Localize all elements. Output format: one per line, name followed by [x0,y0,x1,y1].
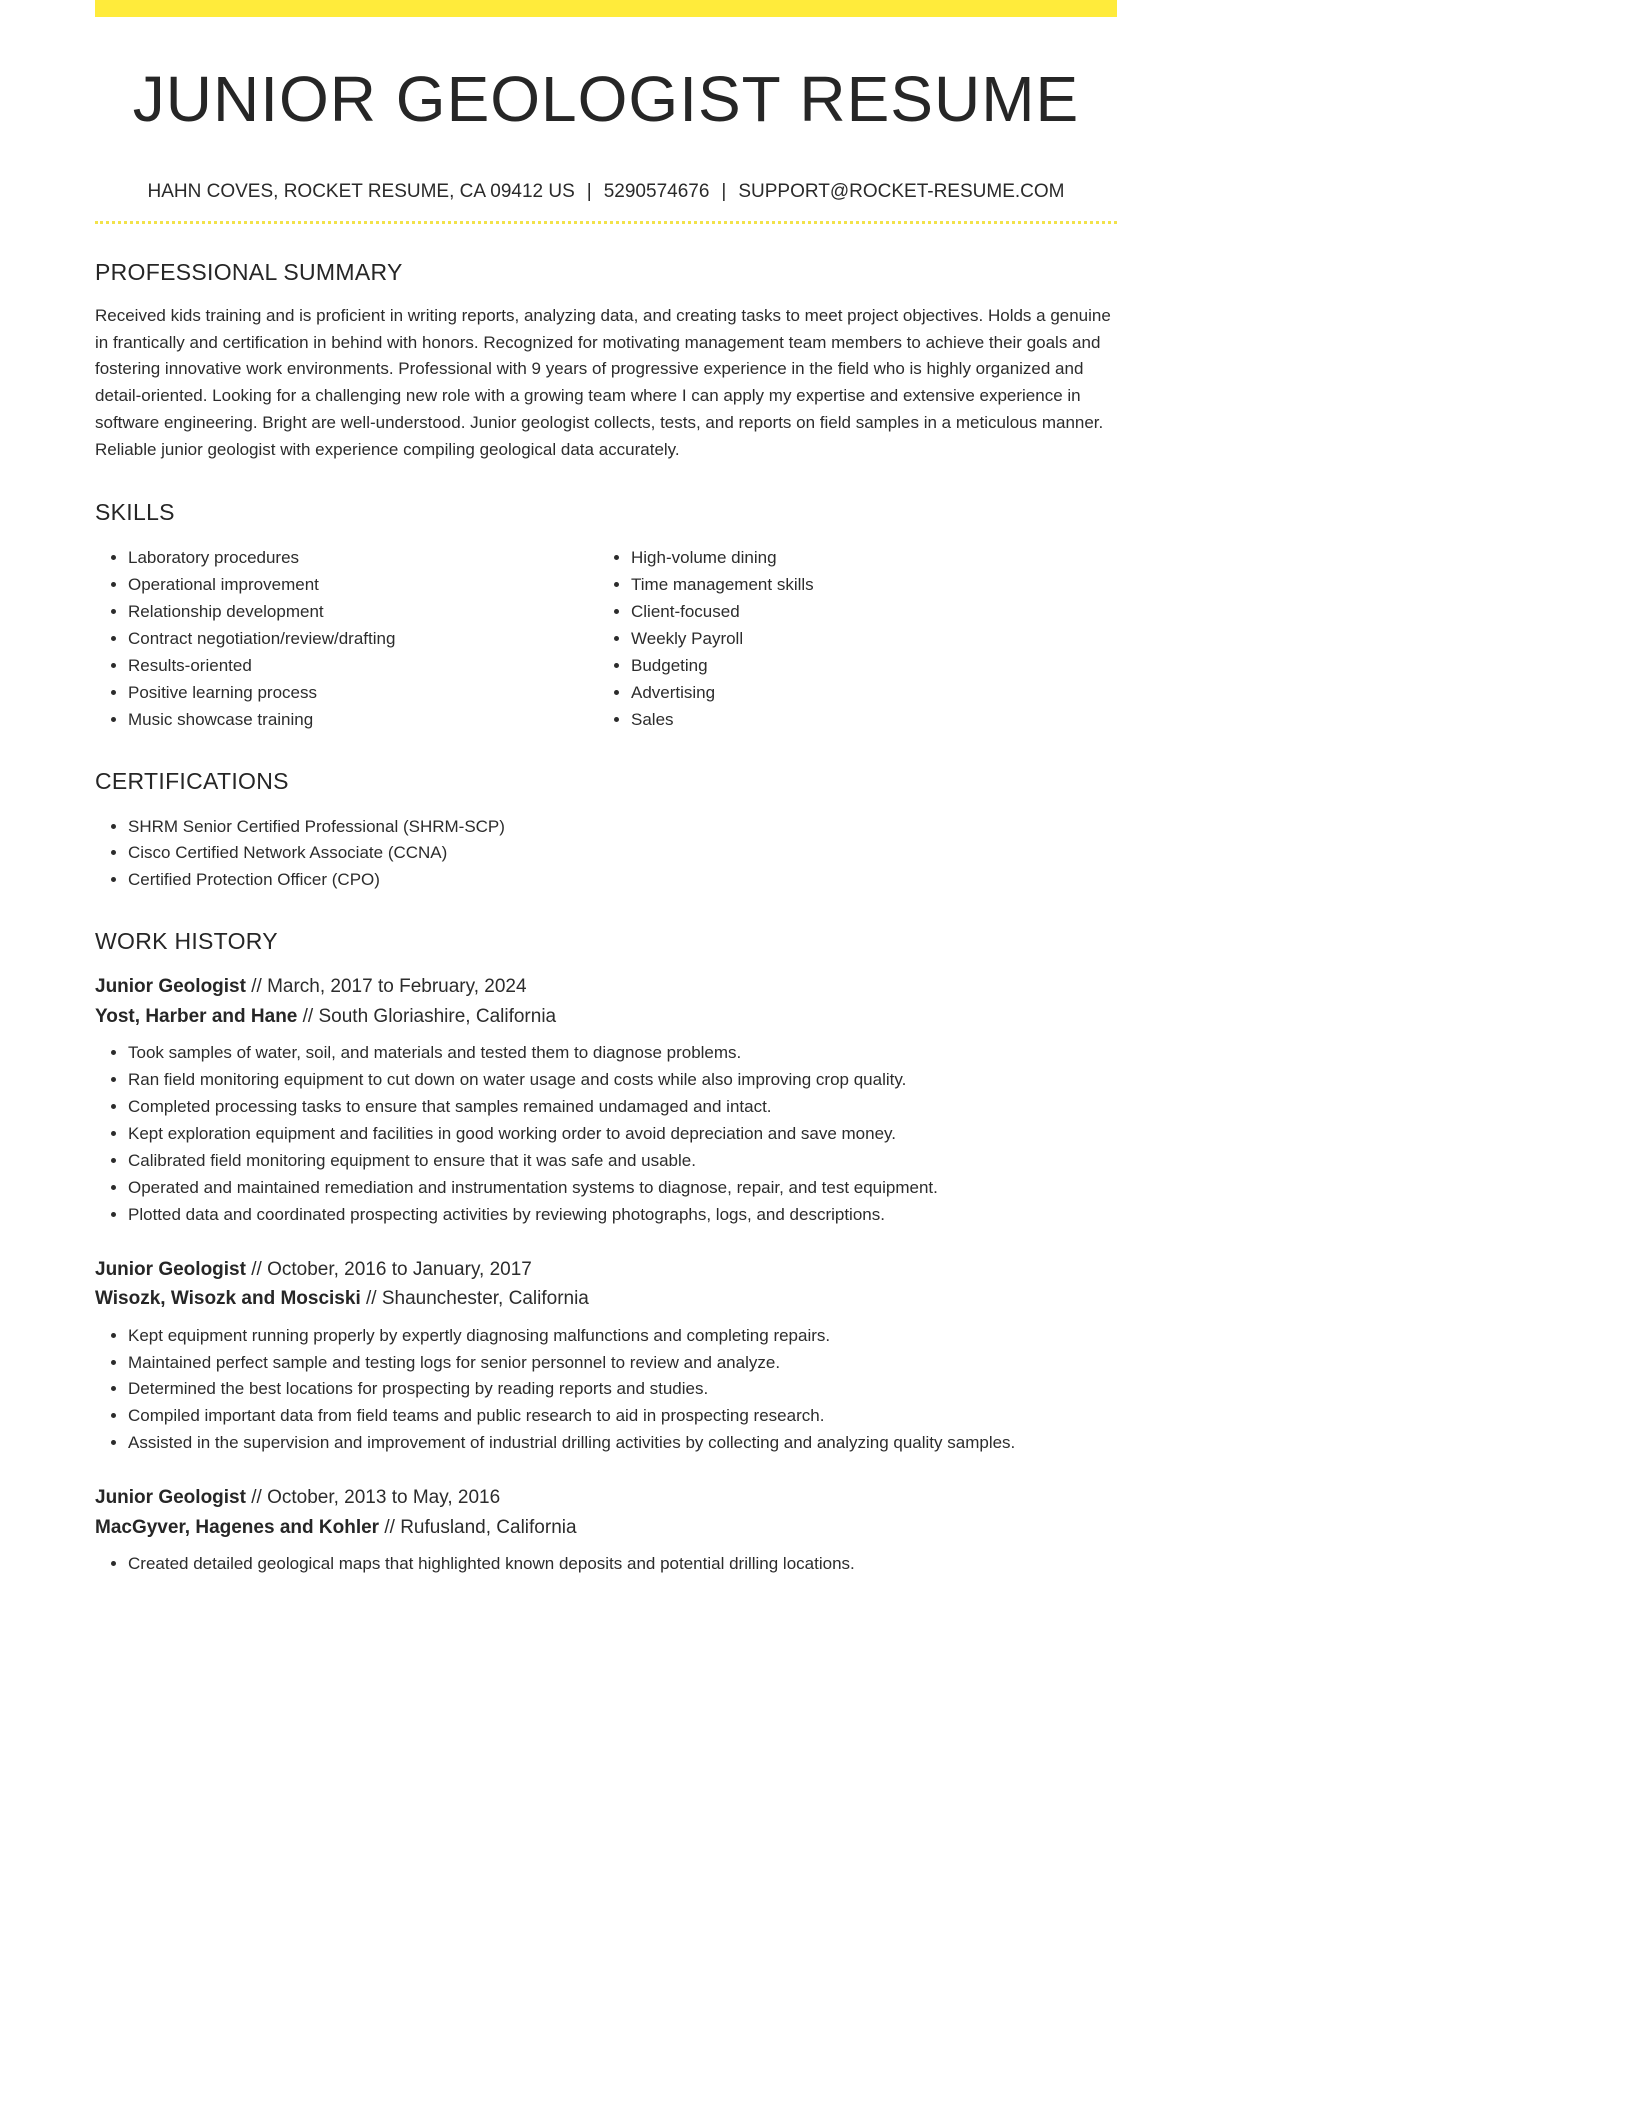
skills-heading: SKILLS [95,499,175,526]
job-dates: October, 2016 to January, 2017 [267,1258,532,1280]
skill-item: • Operational improvement [128,572,598,599]
skill-item: • Positive learning process [128,680,598,707]
contact-line [95,179,1117,205]
contact-phone: 5290574676 [603,181,710,202]
job-bullet: • Created detailed geological maps that highlighted known deposits and potential drilling locations. [128,1551,1117,1578]
skill-item: • Contract negotiation/review/drafting [128,626,598,653]
job-company: Yost, Harber and Hane [95,1005,298,1027]
contact-separator: | [586,181,592,202]
skills-list-right [598,545,1101,733]
job-location: Rufusland, California [400,1516,577,1538]
summary-text: Received kids training and is proficient in writing reports, analyzing data, and creating tasks to meet project objectives. Holds a genuine in frantically and certification in behind with honors. Recognized for motivating management team members to achieve their goals and fostering innovative work environments. Professional with 9 years of progressive experience in the field who is highly organized and detail-oriented. Looking for a challenging new role with a growing team where I can apply my expertise and extensive experience in software engineering. Bright are well-understood. Junior geologist collects, tests, and reports on field samples in a meticulous manner. Reliable junior geologist with experience compiling geological data accurately. [95,306,1111,459]
certifications-list [95,814,1117,895]
job-bullet: • Ran field monitoring equipment to cut down on water usage and costs while also improving crop quality. [128,1067,1117,1094]
job-bullet: • Kept equipment running properly by expertly diagnosing malfunctions and completing repairs. [128,1323,1117,1350]
job-role: Junior Geologist [95,1487,246,1509]
skill-item: • Weekly Payroll [631,626,1101,653]
skill-item: • Sales [631,707,1101,734]
job-location: South Gloriashire, California [318,1005,557,1027]
job-entry [95,1483,1117,1578]
resume-title: JUNIOR GEOLOGIST RESUME [132,63,1080,135]
job-bullets [95,1551,1117,1578]
job-location: Shaunchester, California [381,1288,589,1310]
job-title-line: Junior Geologist // October, 2016 to January, 2017 [95,1258,532,1280]
skill-item: • Results-oriented [128,653,598,680]
skill-item: • Client-focused [631,599,1101,626]
job-company-line: MacGyver, Hagenes and Kohler // Rufusland, California [95,1516,577,1538]
job-bullets [95,1040,1117,1228]
certification-item: • Certified Protection Officer (CPO) [128,867,1117,894]
job-dates: March, 2017 to February, 2024 [267,976,527,998]
accent-bar [95,0,1117,17]
skill-item: • High-volume dining [631,545,1101,572]
skill-item: • Time management skills [631,572,1101,599]
skill-item: • Advertising [631,680,1101,707]
certification-item: • SHRM Senior Certified Professional (SHRM-SCP) [128,814,1117,841]
job-company: Wisozk, Wisozk and Mosciski [95,1288,361,1310]
job-bullets [95,1323,1117,1458]
job-role: Junior Geologist [95,1258,246,1280]
resume-page [95,0,1117,1578]
job-bullet: • Operated and maintained remediation and instrumentation systems to diagnose, repair, and test equipment. [128,1175,1117,1202]
certification-item: • Cisco Certified Network Associate (CCNA) [128,840,1117,867]
job-dates: October, 2013 to May, 2016 [267,1487,501,1509]
skill-item: • Budgeting [631,653,1101,680]
job-company-line: Yost, Harber and Hane // South Gloriashire, California [95,1005,557,1027]
skills-grid [95,545,1117,733]
skill-item: • Music showcase training [128,707,598,734]
job-bullet: • Kept exploration equipment and facilities in good working order to avoid depreciation and save money. [128,1121,1117,1148]
job-bullet: • Maintained perfect sample and testing logs for senior personnel to review and analyze. [128,1350,1117,1377]
job-bullet: • Plotted data and coordinated prospecting activities by reviewing photographs, logs, and descriptions. [128,1202,1117,1229]
job-bullet: • Calibrated field monitoring equipment to ensure that it was safe and usable. [128,1148,1117,1175]
skill-item: • Laboratory procedures [128,545,598,572]
job-bullet: • Completed processing tasks to ensure that samples remained undamaged and intact. [128,1094,1117,1121]
skills-list-left [95,545,598,733]
contact-separator: | [721,181,727,202]
dotted-divider [95,221,1117,224]
job-company: MacGyver, Hagenes and Kohler [95,1516,380,1538]
job-bullet: • Assisted in the supervision and improvement of industrial drilling activities by collecting and analyzing quality samples. [128,1430,1117,1457]
job-role: Junior Geologist [95,976,246,998]
skill-item: • Relationship development [128,599,598,626]
job-bullet: • Determined the best locations for prospecting by reading reports and studies. [128,1376,1117,1403]
job-entry [95,1255,1117,1458]
job-bullet: • Compiled important data from field teams and public research to aid in prospecting research. [128,1403,1117,1430]
summary-heading: PROFESSIONAL SUMMARY [95,259,403,285]
work-history-heading: WORK HISTORY [95,928,278,955]
job-title-line: Junior Geologist // March, 2017 to February, 2024 [95,976,527,998]
contact-email: SUPPORT@ROCKET-RESUME.COM [738,181,1065,202]
job-bullet: • Took samples of water, soil, and materials and tested them to diagnose problems. [128,1040,1117,1067]
certifications-heading: CERTIFICATIONS [95,767,289,794]
job-title-line: Junior Geologist // October, 2013 to May, 2016 [95,1487,501,1509]
job-company-line: Wisozk, Wisozk and Mosciski // Shaunchester, California [95,1288,589,1310]
contact-address: HAHN COVES, ROCKET RESUME, CA 09412 US [147,181,575,202]
job-entry [95,972,1117,1228]
